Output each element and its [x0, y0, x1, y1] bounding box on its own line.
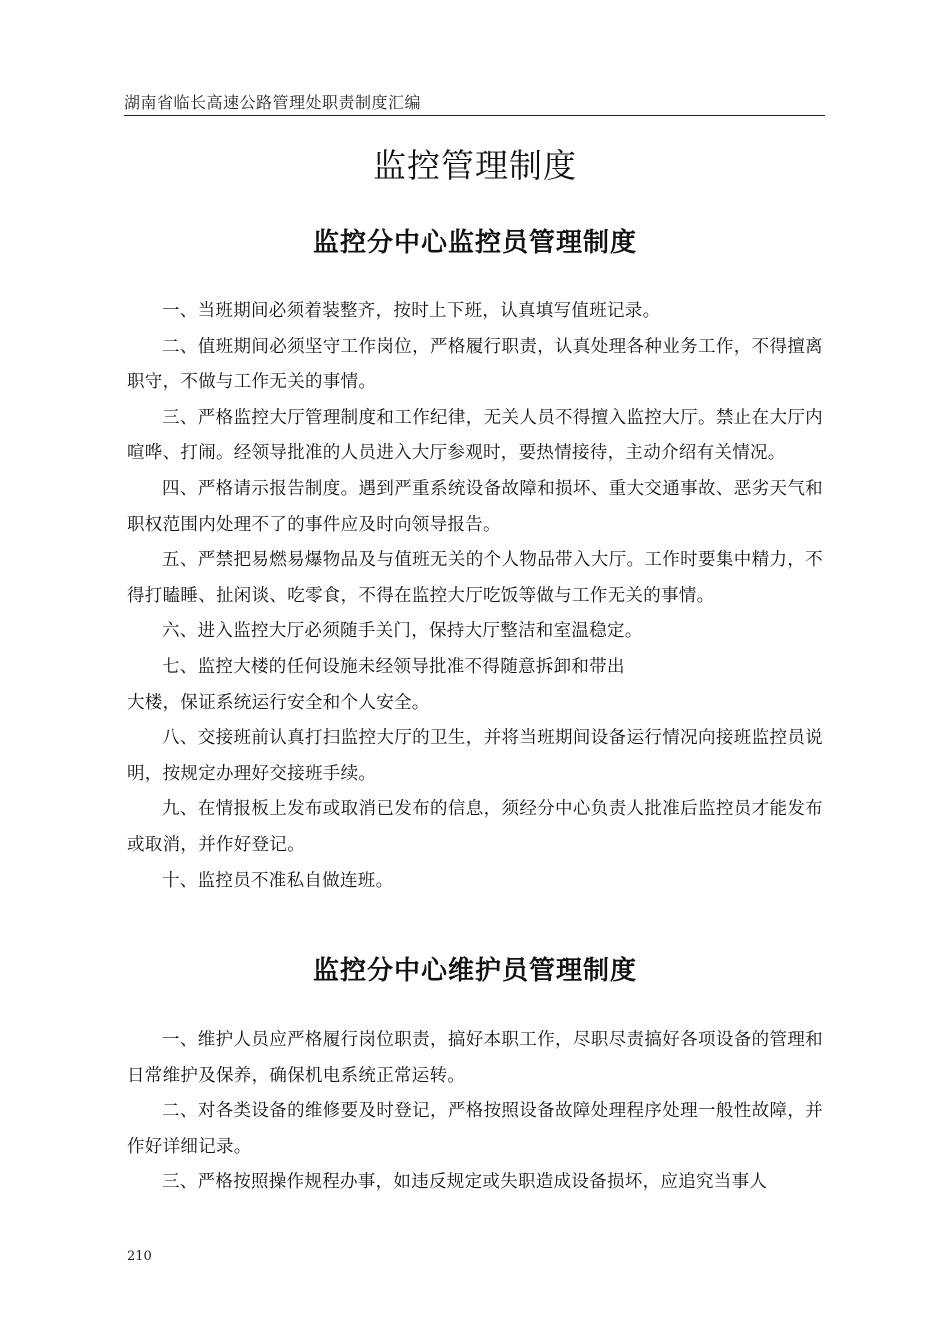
rule-paragraph: 九、在情报板上发布或取消已发布的信息，须经分中心负责人批准后监控员才能发布或取消，并作好登记。: [127, 799, 823, 855]
page-title: 监控管理制度: [373, 146, 577, 185]
rule-paragraph: 三、严格监控大厅管理制度和工作纪律，无关人员不得擅入监控大厅。禁止在大厅内喧哗、打闹。经领导批准的人员进入大厅参观时，要热情接待，主动介绍有关情况。: [127, 407, 823, 464]
rule-paragraph: 二、对各类设备的维修要及时登记，严格按照设备故障处理程序处理一般性故障，并作好详细记录。: [127, 1101, 823, 1157]
rule-paragraph: 五、严禁把易燃易爆物品及与值班无关的个人物品带入大厅。工作时要集中精力，不得打瞌睡、扯闲谈、吃零食，不得在监控大厅吃饭等做与工作无关的事情。: [127, 550, 823, 606]
section-body-monitor-staff: [127, 294, 823, 899]
rule-paragraph: 一、当班期间必须着装整齐，按时上下班，认真填写值班记录。: [162, 301, 661, 321]
rule-paragraph: 八、交接班前认真打扫监控大厅的卫生，并将当班期间设备运行情况向接班监控员说明，按规定办理好交接班手续。: [127, 728, 823, 784]
rule-paragraph: 一、维护人员应严格履行岗位职责，搞好本职工作，尽职尽责搞好各项设备的管理和日常维护及保养，确保机电系统正常运转。: [127, 1030, 823, 1086]
rule-paragraph: 十、监控员不准私自做连班。: [162, 870, 394, 891]
running-header: 湖南省临长高速公路管理处职责制度汇编: [124, 90, 825, 116]
rule-paragraph: 七、监控大楼的任何设施未经领导批准不得随意拆卸和带出: [162, 656, 625, 677]
section-title-maintenance-staff: 监控分中心维护员管理制度: [312, 956, 637, 986]
rule-paragraph: 二、值班期间必须坚守工作岗位，严格履行职责，认真处理各种业务工作，不得擅离职守，不做与工作无关的事情。: [127, 336, 823, 393]
rule-paragraph: 四、严格请示报告制度。遇到严重系统设备故障和损坏、重大交通事故、恶劣天气和职权范围内处理不了的事件应及时向领导报告。: [127, 478, 823, 535]
rule-paragraph: 三、严格按照操作规程办事，如违反规定或失职造成设备损坏，应追究当事人: [162, 1172, 768, 1193]
rule-paragraph-continued: 大楼，保证系统运行安全和个人安全。: [127, 692, 430, 713]
page-number: 210: [127, 1249, 152, 1264]
section-title-monitor-staff: 监控分中心监控员管理制度: [312, 228, 637, 258]
section-body-maintenance-staff: [127, 1023, 823, 1201]
rule-paragraph: 六、进入监控大厅必须随手关门，保持大厅整洁和室温稳定。: [162, 621, 643, 642]
